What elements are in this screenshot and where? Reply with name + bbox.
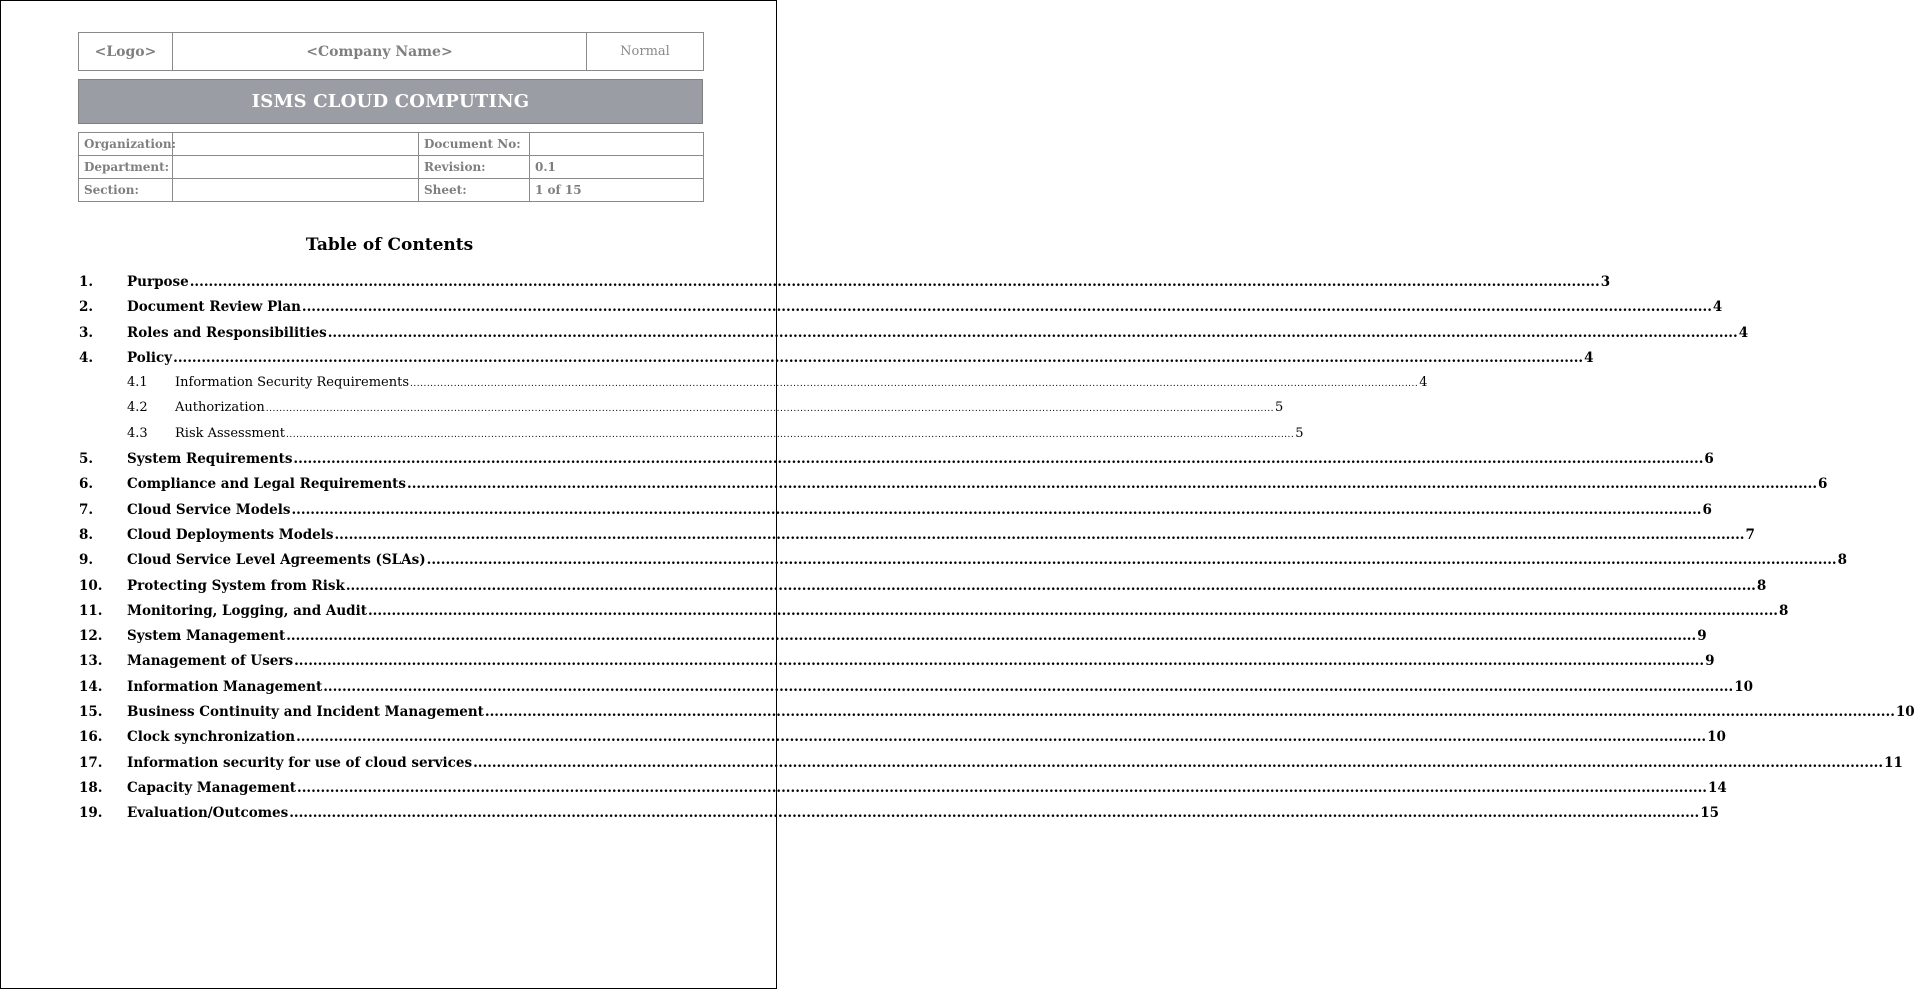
- toc-entry-title[interactable]: System Requirements: [127, 451, 293, 468]
- toc-entry-number: 5.: [79, 451, 94, 468]
- toc-entry-title[interactable]: System Management: [127, 628, 286, 645]
- toc-entry-title[interactable]: Document Review Plan: [127, 299, 301, 316]
- toc-leader-dots: ............................................................................................................................................................................................................................................................................................................: [189, 274, 1600, 290]
- toc-entry-title[interactable]: Purpose: [127, 274, 189, 290]
- toc-entry-number: 4.3: [127, 425, 148, 441]
- toc-entry-page: 8: [1756, 577, 1767, 594]
- toc-entry-number: 17.: [79, 754, 103, 771]
- toc-entry-page: 5: [1295, 425, 1304, 441]
- toc-entry-number: 3.: [79, 324, 94, 341]
- toc-entry[interactable]: [79, 349, 1594, 375]
- toc-entry[interactable]: [79, 476, 1828, 501]
- toc-entry-page: 4: [1738, 324, 1749, 341]
- toc-entry[interactable]: [79, 526, 1755, 552]
- toc-leader-dots: ............................................................................................................................................................................................................................................................................................................: [291, 501, 1702, 518]
- toc-entry-title[interactable]: Capacity Management: [127, 779, 297, 796]
- toc-entry[interactable]: [79, 324, 1749, 350]
- toc-entry-page: 9: [1705, 653, 1715, 670]
- toc-entry-page: 15: [1700, 805, 1719, 822]
- toc-entry-page: 3: [1600, 274, 1611, 290]
- document-no-label: Document No:: [419, 133, 530, 156]
- company-name: <Company Name>: [173, 33, 587, 71]
- toc-entry-number: 16.: [79, 729, 103, 746]
- toc-entry-page: 4: [1419, 375, 1428, 391]
- toc-entry-number: 11.: [79, 602, 103, 619]
- toc-leader-dots: ............................................................................................................................................................................................................................................................................................................: [473, 754, 1884, 771]
- toc-leader-dots: ............................................................................................................................................................................................................................................................................................................: [410, 379, 1419, 390]
- document-header: [78, 32, 704, 71]
- toc-leader-dots: ............................................................................................................................................................................................................................................................................................................: [286, 628, 1697, 645]
- toc-entry[interactable]: [79, 779, 1727, 805]
- sheet-value: 1 of 15: [530, 179, 704, 202]
- toc-leader-dots: ............................................................................................................................................................................................................................................................................................................: [367, 602, 1778, 619]
- toc-entry-number: 4.: [79, 349, 94, 366]
- toc-leader-dots: ............................................................................................................................................................................................................................................................................................................: [265, 404, 1275, 415]
- toc-entry-number: 7.: [79, 501, 94, 518]
- toc-entry-number: 6.: [79, 476, 94, 493]
- toc-title: Table of Contents: [305, 235, 474, 255]
- toc-entry[interactable]: [79, 704, 1915, 729]
- toc-entry[interactable]: [79, 678, 1753, 704]
- toc-entry[interactable]: [79, 602, 1789, 628]
- toc-entry-number: 18.: [79, 779, 103, 796]
- toc-entry-page: 9: [1697, 628, 1707, 645]
- toc-entry-number: 8.: [79, 526, 94, 543]
- toc-entry-page: 5: [1275, 400, 1284, 416]
- classification-label: Normal: [587, 33, 704, 71]
- toc-entry-title[interactable]: Management of Users: [127, 653, 294, 670]
- toc-entry-number: 14.: [79, 678, 103, 695]
- toc-leader-dots: ............................................................................................................................................................................................................................................................................................................: [297, 779, 1708, 796]
- toc-entry-page: 6: [1704, 451, 1714, 468]
- toc-leader-dots: ............................................................................................................................................................................................................................................................................................................: [426, 552, 1837, 569]
- toc-entry-title[interactable]: Risk Assessment: [175, 425, 286, 441]
- toc-entry[interactable]: [79, 299, 1723, 324]
- toc-entry-page: 8: [1778, 602, 1789, 619]
- toc-leader-dots: ............................................................................................................................................................................................................................................................................................................: [289, 805, 1700, 822]
- toc-entry-page: 8: [1837, 552, 1848, 569]
- revision-value: 0.1: [530, 156, 704, 179]
- toc-entry[interactable]: [79, 451, 1714, 476]
- toc-entry[interactable]: [79, 274, 1611, 299]
- toc-entry[interactable]: [79, 400, 1284, 425]
- toc-entry-page: 4: [1584, 349, 1594, 366]
- toc-leader-dots: ............................................................................................................................................................................................................................................................................................................: [173, 349, 1584, 366]
- toc-entry-page: 10: [1895, 704, 1915, 721]
- toc-entry[interactable]: [79, 754, 1903, 780]
- toc-leader-dots: ............................................................................................................................................................................................................................................................................................................: [286, 429, 1295, 440]
- toc-entry-page: 14: [1708, 779, 1727, 796]
- toc-entry-title[interactable]: Compliance and Legal Requirements: [127, 476, 407, 493]
- toc-entry-page: 7: [1745, 526, 1755, 543]
- organization-value: [173, 133, 419, 156]
- toc-entry[interactable]: [79, 552, 1848, 577]
- toc-entry[interactable]: [79, 628, 1707, 653]
- toc-entry-title[interactable]: Evaluation/Outcomes: [127, 805, 289, 822]
- toc-entry-title[interactable]: Cloud Service Models: [127, 501, 291, 518]
- toc-entry-page: 10: [1734, 678, 1753, 695]
- toc-leader-dots: ............................................................................................................................................................................................................................................................................................................: [294, 653, 1705, 670]
- toc-entry-title[interactable]: Clock synchronization: [127, 729, 296, 746]
- toc-entry[interactable]: [79, 425, 1304, 451]
- toc-entry-number: 2.: [79, 299, 94, 316]
- department-value: [173, 156, 419, 179]
- toc-entry-page: 11: [1884, 754, 1903, 771]
- toc-leader-dots: ............................................................................................................................................................................................................................................................................................................: [345, 577, 1756, 594]
- toc-leader-dots: ............................................................................................................................................................................................................................................................................................................: [293, 451, 1704, 468]
- toc-entry-number: 1.: [79, 274, 94, 290]
- toc-entry-title[interactable]: Business Continuity and Incident Management: [127, 704, 484, 721]
- toc-leader-dots: ............................................................................................................................................................................................................................................................................................................: [296, 729, 1707, 746]
- revision-label: Revision:: [419, 156, 530, 179]
- logo-placeholder: <Logo>: [79, 33, 173, 71]
- toc-leader-dots: ............................................................................................................................................................................................................................................................................................................: [301, 299, 1712, 316]
- toc-entry-page: 4: [1712, 299, 1723, 316]
- toc-entry[interactable]: [79, 729, 1726, 754]
- toc-entry[interactable]: [79, 375, 1428, 400]
- toc-entry-number: 19.: [79, 805, 103, 822]
- document-meta-table: [78, 132, 704, 202]
- toc-leader-dots: ............................................................................................................................................................................................................................................................................................................: [327, 324, 1738, 341]
- department-label: Department:: [79, 156, 173, 179]
- toc-entry-number: 15.: [79, 704, 103, 721]
- toc-entry-page: 10: [1707, 729, 1726, 746]
- toc-leader-dots: ............................................................................................................................................................................................................................................................................................................: [407, 476, 1818, 493]
- toc-entry-title[interactable]: Information security for use of cloud services: [127, 754, 473, 771]
- document-no-value: [530, 133, 704, 156]
- sheet-label: Sheet:: [419, 179, 530, 202]
- toc-entry-title[interactable]: Cloud Deployments Models: [127, 526, 334, 543]
- toc-leader-dots: ............................................................................................................................................................................................................................................................................................................: [334, 526, 1745, 543]
- toc-entry-page: 6: [1702, 501, 1712, 518]
- toc-entry-title[interactable]: Policy: [127, 349, 173, 366]
- section-label: Section:: [79, 179, 173, 202]
- toc-entry-title[interactable]: Cloud Service Level Agreements (SLAs): [127, 552, 426, 569]
- toc-entry-title[interactable]: Information Security Requirements: [175, 375, 410, 391]
- document-title: ISMS CLOUD COMPUTING: [78, 79, 703, 124]
- toc-entry-title[interactable]: Monitoring, Logging, and Audit: [127, 602, 367, 619]
- toc-entry-title[interactable]: Authorization: [175, 400, 265, 416]
- toc-entry-title[interactable]: Protecting System from Risk: [127, 577, 345, 594]
- toc-entry-page: 6: [1818, 476, 1828, 493]
- toc-entry-number: 10.: [79, 577, 103, 594]
- toc-entry-title[interactable]: Information Management: [127, 678, 323, 695]
- toc-leader-dots: ............................................................................................................................................................................................................................................................................................................: [323, 678, 1734, 695]
- toc-entry[interactable]: [79, 805, 1719, 830]
- toc-entry-number: 4.1: [127, 375, 148, 391]
- table-of-contents: [79, 274, 1915, 831]
- organization-label: Organization:: [79, 133, 173, 156]
- toc-entry-number: 4.2: [127, 400, 148, 416]
- toc-leader-dots: ............................................................................................................................................................................................................................................................................................................: [484, 704, 1895, 721]
- toc-entry[interactable]: [79, 653, 1715, 678]
- toc-entry[interactable]: [79, 501, 1712, 527]
- toc-entry-number: 9.: [79, 552, 94, 569]
- toc-entry-number: 13.: [79, 653, 103, 670]
- toc-entry-title[interactable]: Roles and Responsibilities: [127, 324, 327, 341]
- section-value: [173, 179, 419, 202]
- toc-entry-number: 12.: [79, 628, 103, 645]
- toc-entry[interactable]: [79, 577, 1767, 603]
